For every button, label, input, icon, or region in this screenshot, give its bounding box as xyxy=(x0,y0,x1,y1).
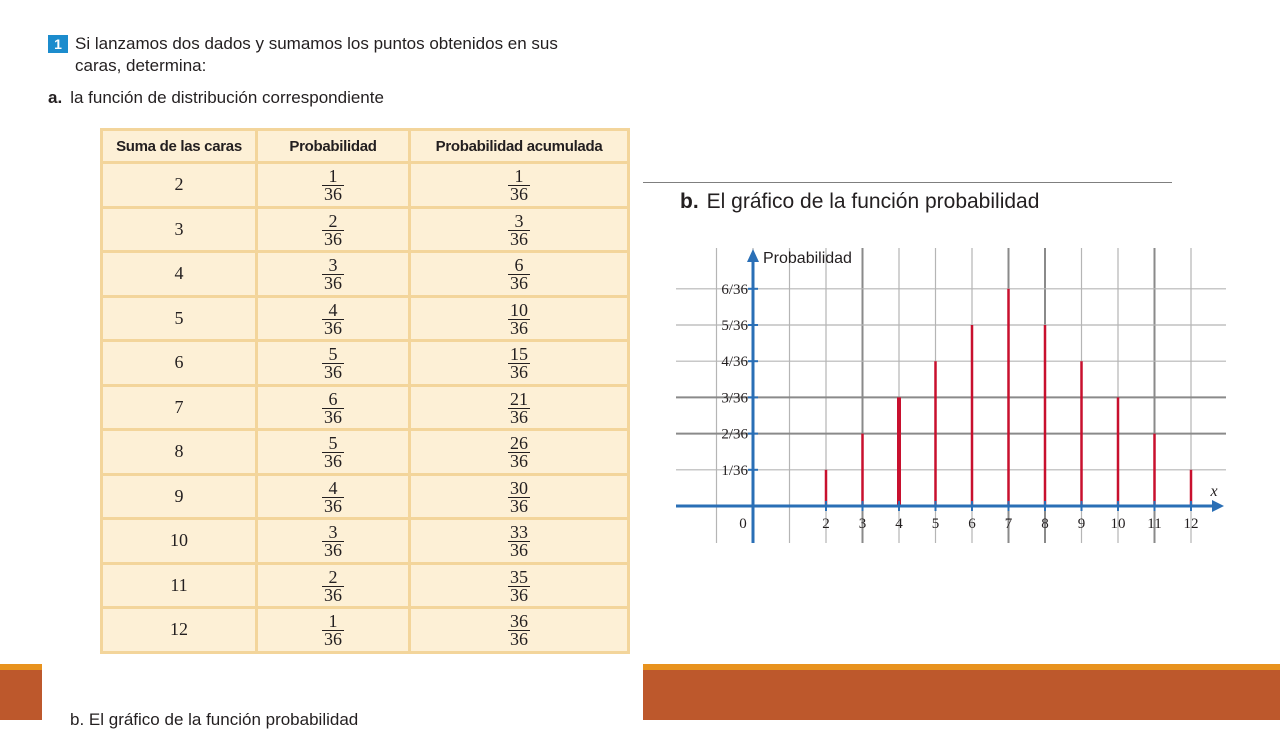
cumulative-fraction xyxy=(508,613,530,648)
fraction-numerator: 1 xyxy=(328,166,338,187)
probability-fraction xyxy=(322,524,344,559)
x-tick-label: 12 xyxy=(1183,516,1199,532)
cumulative-fraction xyxy=(508,210,530,249)
probability-fraction xyxy=(322,299,344,338)
table-row xyxy=(102,296,629,341)
fraction-denominator: 36 xyxy=(324,451,342,472)
cell-probability xyxy=(257,207,410,252)
x-tick-label: 3 xyxy=(858,516,867,532)
cell-sum xyxy=(102,563,257,608)
cell-probability xyxy=(257,296,410,341)
cell-cumulative xyxy=(410,474,629,519)
cumulative-fraction xyxy=(508,388,530,427)
probability-fraction xyxy=(322,566,344,605)
table-row xyxy=(102,563,629,608)
cumulative-fraction xyxy=(508,524,530,559)
cumulative-fraction xyxy=(508,477,530,516)
x-axis-arrow-icon xyxy=(1212,500,1224,512)
fraction-numerator: 3 xyxy=(328,522,338,543)
cell-sum xyxy=(102,430,257,475)
fraction-numerator: 4 xyxy=(328,477,338,498)
sum-value: 4 xyxy=(174,263,184,284)
fraction-denominator: 36 xyxy=(510,629,528,650)
fraction-numerator: 2 xyxy=(328,210,338,231)
exercise-statement-line1: Si lanzamos dos dados y sumamos los puntos obtenidos en sus xyxy=(75,34,558,53)
y-tick-label: 3/36 xyxy=(721,390,748,407)
cell-probability xyxy=(257,163,410,208)
origin-label: 0 xyxy=(739,516,747,532)
header-probability: Probabilidad xyxy=(257,130,410,163)
fraction-denominator: 36 xyxy=(510,495,528,516)
fraction-numerator: 21 xyxy=(510,388,528,409)
y-axis-label: Probabilidad xyxy=(763,250,852,267)
cell-sum xyxy=(102,608,257,653)
sum-value: 10 xyxy=(170,530,188,551)
cell-sum xyxy=(102,252,257,297)
fraction-numerator: 2 xyxy=(328,566,338,587)
textbook-excerpt xyxy=(42,0,643,729)
sum-value: 11 xyxy=(170,574,188,595)
cell-cumulative xyxy=(410,341,629,386)
cell-cumulative xyxy=(410,252,629,297)
sum-value: 3 xyxy=(174,218,184,239)
sum-value: 7 xyxy=(174,396,184,417)
fraction-denominator: 36 xyxy=(510,540,528,561)
fraction-denominator: 36 xyxy=(324,629,342,650)
probability-fraction xyxy=(322,477,344,516)
cell-probability xyxy=(257,474,410,519)
cell-probability xyxy=(257,563,410,608)
part-a-letter: a. xyxy=(48,88,63,107)
table-row xyxy=(102,474,629,519)
y-tick-label: 2/36 xyxy=(721,426,748,443)
cell-probability xyxy=(257,608,410,653)
cumulative-fraction xyxy=(508,566,530,605)
fraction-denominator: 36 xyxy=(324,495,342,516)
header-sum: Suma de las caras xyxy=(102,130,257,163)
x-tick-label: 9 xyxy=(1077,516,1086,532)
cell-sum xyxy=(102,341,257,386)
cell-sum xyxy=(102,296,257,341)
fraction-numerator: 1 xyxy=(514,166,524,187)
sum-value: 8 xyxy=(174,441,184,462)
cut-off-caption: b. El gráfico de la función probabilidad xyxy=(70,710,359,729)
cell-cumulative xyxy=(410,519,629,564)
cell-sum xyxy=(102,207,257,252)
part-a-heading xyxy=(48,88,384,108)
fraction-numerator: 26 xyxy=(510,433,528,454)
cumulative-fraction xyxy=(508,435,530,470)
probability-fraction xyxy=(322,257,344,292)
fraction-denominator: 36 xyxy=(324,584,342,605)
exercise-number-badge: 1 xyxy=(48,35,68,53)
part-b-heading xyxy=(680,190,1039,214)
cell-cumulative xyxy=(410,430,629,475)
fraction-denominator: 36 xyxy=(510,584,528,605)
fraction-numerator: 10 xyxy=(510,299,528,320)
fraction-numerator: 5 xyxy=(328,344,338,365)
footer-bar-left xyxy=(0,670,42,720)
cell-probability xyxy=(257,430,410,475)
divider-line xyxy=(643,182,1172,183)
sum-value: 6 xyxy=(174,352,184,373)
y-tick-label: 4/36 xyxy=(721,354,748,371)
fraction-denominator: 36 xyxy=(324,406,342,427)
fraction-denominator: 36 xyxy=(510,228,528,249)
x-tick-label: 5 xyxy=(931,516,940,532)
exercise-statement xyxy=(75,33,635,77)
cell-sum xyxy=(102,519,257,564)
probability-fraction xyxy=(322,168,344,203)
cell-probability xyxy=(257,341,410,386)
fraction-denominator: 36 xyxy=(510,184,528,205)
x-tick-label: 4 xyxy=(895,516,903,532)
fraction-denominator: 36 xyxy=(324,184,342,205)
probability-fraction xyxy=(322,435,344,470)
fraction-numerator: 15 xyxy=(510,344,528,365)
header-cumulative: Probabilidad acumulada xyxy=(410,130,629,163)
part-a-text: la función de distribución correspondiente xyxy=(70,88,384,107)
table-row xyxy=(102,163,629,208)
x-axis-label: x xyxy=(1210,483,1218,500)
cell-cumulative xyxy=(410,163,629,208)
fraction-numerator: 3 xyxy=(328,255,338,276)
fraction-numerator: 30 xyxy=(510,477,528,498)
sum-value: 9 xyxy=(174,485,184,506)
fraction-numerator: 6 xyxy=(514,255,524,276)
cumulative-fraction xyxy=(508,168,530,203)
fraction-denominator: 36 xyxy=(510,406,528,427)
cell-sum xyxy=(102,474,257,519)
sum-value: 12 xyxy=(170,619,188,640)
table-row xyxy=(102,430,629,475)
fraction-denominator: 36 xyxy=(324,273,342,294)
y-tick-label: 5/36 xyxy=(721,318,748,334)
probability-fraction xyxy=(322,613,344,648)
table-row xyxy=(102,385,629,430)
distribution-table xyxy=(100,128,630,654)
fraction-numerator: 36 xyxy=(510,611,528,632)
fraction-numerator: 5 xyxy=(328,433,338,454)
cumulative-fraction xyxy=(508,299,530,338)
y-tick-label: 1/36 xyxy=(721,462,748,479)
cell-probability xyxy=(257,252,410,297)
cell-cumulative xyxy=(410,563,629,608)
fraction-numerator: 6 xyxy=(328,388,338,409)
y-axis-arrow-icon xyxy=(747,249,759,262)
y-tick-label: 6/36 xyxy=(721,281,748,298)
cell-cumulative xyxy=(410,385,629,430)
x-tick-label: 7 xyxy=(1004,516,1013,532)
table-row xyxy=(102,519,629,564)
table-header-row xyxy=(102,130,629,163)
cumulative-fraction xyxy=(508,257,530,292)
table-row xyxy=(102,341,629,386)
fraction-denominator: 36 xyxy=(510,362,528,383)
fraction-numerator: 4 xyxy=(328,299,338,320)
table-row xyxy=(102,207,629,252)
cell-cumulative xyxy=(410,207,629,252)
fraction-denominator: 36 xyxy=(324,540,342,561)
fraction-denominator: 36 xyxy=(510,317,528,338)
fraction-numerator: 3 xyxy=(514,210,524,231)
fraction-denominator: 36 xyxy=(510,273,528,294)
sum-value: 5 xyxy=(174,307,184,328)
x-tick-label: 10 xyxy=(1110,516,1126,532)
probability-chart xyxy=(676,238,1236,558)
fraction-numerator: 35 xyxy=(510,566,528,587)
sum-value: 2 xyxy=(174,174,184,195)
cell-sum xyxy=(102,385,257,430)
x-tick-label: 2 xyxy=(822,516,830,532)
cell-cumulative xyxy=(410,296,629,341)
x-tick-label: 11 xyxy=(1147,516,1162,532)
fraction-numerator: 1 xyxy=(328,611,338,632)
table-row xyxy=(102,608,629,653)
fraction-denominator: 36 xyxy=(324,317,342,338)
x-tick-label: 6 xyxy=(968,516,976,532)
probability-fraction xyxy=(322,388,344,427)
probability-fraction xyxy=(322,210,344,249)
footer-bar-right xyxy=(643,670,1280,720)
cell-sum xyxy=(102,163,257,208)
part-b-letter: b. xyxy=(680,190,699,213)
fraction-denominator: 36 xyxy=(324,228,342,249)
cell-cumulative xyxy=(410,608,629,653)
fraction-denominator: 36 xyxy=(510,451,528,472)
cumulative-fraction xyxy=(508,346,530,381)
table-row xyxy=(102,252,629,297)
x-tick-label: 8 xyxy=(1041,516,1049,532)
fraction-denominator: 36 xyxy=(324,362,342,383)
exercise-statement-line2: caras, determina: xyxy=(75,56,207,75)
cell-probability xyxy=(257,519,410,564)
part-b-text: El gráfico de la función probabilidad xyxy=(706,190,1040,213)
fraction-numerator: 33 xyxy=(510,522,528,543)
probability-fraction xyxy=(322,346,344,381)
cell-probability xyxy=(257,385,410,430)
